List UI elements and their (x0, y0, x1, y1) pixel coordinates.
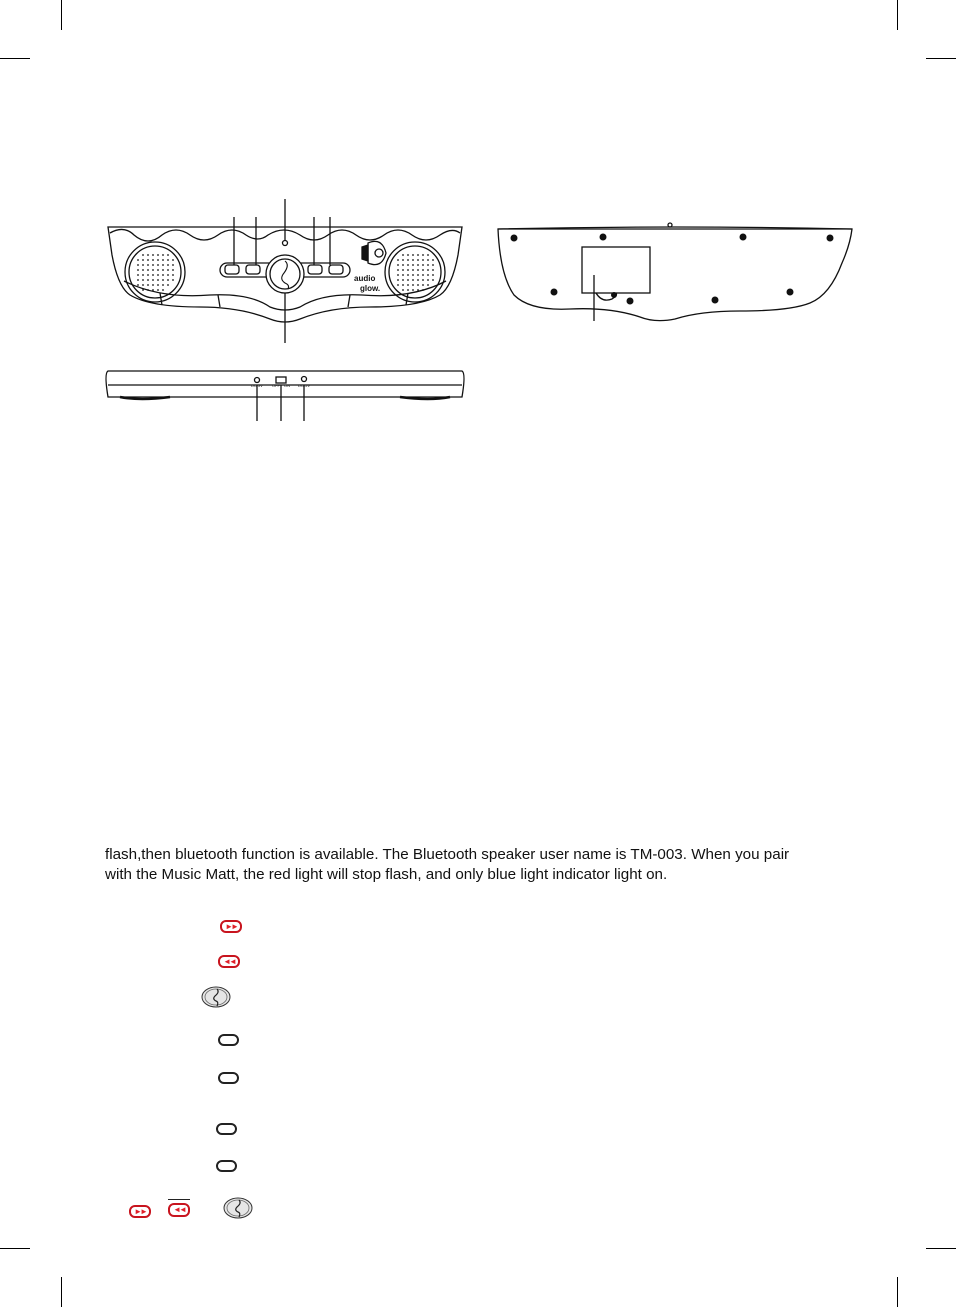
grille-hole (427, 274, 429, 276)
blank-button-icon (218, 1072, 239, 1084)
grille-hole (157, 274, 159, 276)
grille-hole (417, 254, 419, 256)
next-track-icon: ►► (129, 1205, 151, 1218)
grille-hole (167, 284, 169, 286)
grille-hole (422, 254, 424, 256)
grille-hole (162, 259, 164, 261)
paragraph-line-2: with the Music Matt, the red light will stop flash, and only blue light indicator light on. (105, 866, 668, 883)
grille-hole (422, 274, 424, 276)
grille-hole (167, 269, 169, 271)
blank-button-icon (216, 1160, 237, 1172)
grille-hole (137, 274, 139, 276)
grille-hole (157, 264, 159, 266)
grille-hole (422, 284, 424, 286)
grille-hole (142, 259, 144, 261)
grille-hole (422, 279, 424, 281)
crop-mark-bottom-right-h (926, 1248, 956, 1249)
grille-hole (432, 264, 434, 266)
grille-hole (172, 274, 174, 276)
grille-hole (422, 264, 424, 266)
brand-bottom-label: glow. (360, 284, 381, 293)
grille-hole (137, 279, 139, 281)
grille-hole (157, 259, 159, 261)
grille-hole (157, 254, 159, 256)
grille-hole (147, 269, 149, 271)
grille-hole (147, 289, 149, 291)
grille-hole (142, 269, 144, 271)
grille-hole (152, 269, 154, 271)
grille-hole (142, 274, 144, 276)
grille-hole (412, 259, 414, 261)
grille-hole (402, 279, 404, 281)
grille-hole (157, 279, 159, 281)
speaker-back-view (490, 215, 860, 325)
grille-hole (417, 269, 419, 271)
grille-hole (167, 264, 169, 266)
grille-hole (142, 284, 144, 286)
grille-hole (157, 269, 159, 271)
grille-hole (427, 264, 429, 266)
grille-hole (157, 284, 159, 286)
grille-hole (162, 264, 164, 266)
grille-hole (422, 289, 424, 291)
crop-mark-top-left-h (0, 58, 30, 59)
grille-hole (152, 254, 154, 256)
grille-hole (422, 259, 424, 261)
grille-hole (412, 274, 414, 276)
grille-hole (407, 264, 409, 266)
grille-hole (412, 264, 414, 266)
grille-hole (162, 289, 164, 291)
grille-hole (417, 284, 419, 286)
next-track-icon: ►► (220, 920, 242, 933)
grille-hole (147, 279, 149, 281)
grille-hole (402, 284, 404, 286)
grille-hole (417, 279, 419, 281)
grille-hole (147, 259, 149, 261)
treble-clef-icon (222, 1196, 254, 1220)
grille-hole (407, 279, 409, 281)
grille-hole (397, 279, 399, 281)
grille-hole (402, 274, 404, 276)
instruction-paragraph (105, 845, 852, 885)
grille-hole (402, 259, 404, 261)
grille-hole (422, 269, 424, 271)
grille-hole (172, 279, 174, 281)
crop-mark-bottom-right-v (897, 1277, 898, 1307)
grille-hole (397, 274, 399, 276)
crop-mark-top-right-v (897, 0, 898, 30)
grille-hole (152, 289, 154, 291)
grille-hole (167, 274, 169, 276)
grille-hole (137, 259, 139, 261)
grille-hole (162, 274, 164, 276)
grille-hole (147, 264, 149, 266)
grille-hole (167, 279, 169, 281)
treble-clef-icon (200, 985, 232, 1009)
grille-hole (152, 264, 154, 266)
prev-track-icon: ◄◄ (218, 955, 240, 968)
dc-port-label: DC 5V (251, 383, 263, 388)
grille-hole (417, 274, 419, 276)
grille-hole (142, 254, 144, 256)
grille-hole (432, 274, 434, 276)
grille-hole (147, 274, 149, 276)
grille-hole (417, 289, 419, 291)
grille-hole (397, 284, 399, 286)
switch-on-label: ON (284, 383, 290, 388)
grille-hole (402, 264, 404, 266)
grille-hole (407, 274, 409, 276)
crop-mark-top-left-v (61, 0, 62, 30)
grille-hole (407, 284, 409, 286)
switch-off-label: OFF (272, 383, 280, 388)
speaker-side-view (100, 365, 470, 425)
grille-hole (152, 274, 154, 276)
crop-mark-bottom-left-h (0, 1248, 30, 1249)
grille-hole (427, 269, 429, 271)
paragraph-line-1: flash,then bluetooth function is available. The Bluetooth speaker user name is TM-003. When you pair (105, 846, 790, 863)
blank-button-icon (216, 1123, 237, 1135)
grille-hole (152, 284, 154, 286)
prev-track-icon: ◄◄ (168, 1203, 190, 1217)
grille-hole (157, 289, 159, 291)
grille-hole (407, 269, 409, 271)
grille-hole (137, 284, 139, 286)
grille-hole (402, 254, 404, 256)
grille-hole (172, 269, 174, 271)
grille-hole (412, 284, 414, 286)
grille-hole (147, 284, 149, 286)
grille-hole (412, 279, 414, 281)
grille-hole (152, 279, 154, 281)
grille-hole (172, 264, 174, 266)
grille-hole (397, 264, 399, 266)
grille-hole (142, 264, 144, 266)
grille-hole (137, 269, 139, 271)
crop-mark-top-right-h (926, 58, 956, 59)
grille-hole (162, 279, 164, 281)
grille-hole (427, 284, 429, 286)
grille-hole (432, 269, 434, 271)
grille-hole (142, 289, 144, 291)
grille-hole (397, 259, 399, 261)
grille-hole (412, 289, 414, 291)
grille-hole (407, 289, 409, 291)
grille-hole (412, 254, 414, 256)
grille-hole (147, 254, 149, 256)
blank-button-icon (218, 1034, 239, 1046)
grille-hole (172, 259, 174, 261)
grille-hole (407, 254, 409, 256)
grille-hole (432, 279, 434, 281)
brand-top-label: audio (354, 274, 376, 283)
speaker-front-view (100, 195, 470, 350)
grille-hole (417, 264, 419, 266)
grille-hole (162, 269, 164, 271)
grille-hole (167, 254, 169, 256)
grille-hole (397, 269, 399, 271)
grille-hole (432, 259, 434, 261)
grille-hole (152, 259, 154, 261)
grille-hole (412, 269, 414, 271)
grille-hole (137, 264, 139, 266)
grille-hole (427, 279, 429, 281)
crop-mark-bottom-left-v (61, 1277, 62, 1307)
grille-hole (142, 279, 144, 281)
grille-hole (407, 259, 409, 261)
grille-hole (162, 254, 164, 256)
grille-hole (167, 259, 169, 261)
grille-hole (427, 254, 429, 256)
grille-hole (427, 259, 429, 261)
grille-hole (162, 284, 164, 286)
grille-hole (402, 269, 404, 271)
mode-label: DC-5V (298, 383, 311, 388)
grille-hole (417, 259, 419, 261)
grille-hole (402, 289, 404, 291)
